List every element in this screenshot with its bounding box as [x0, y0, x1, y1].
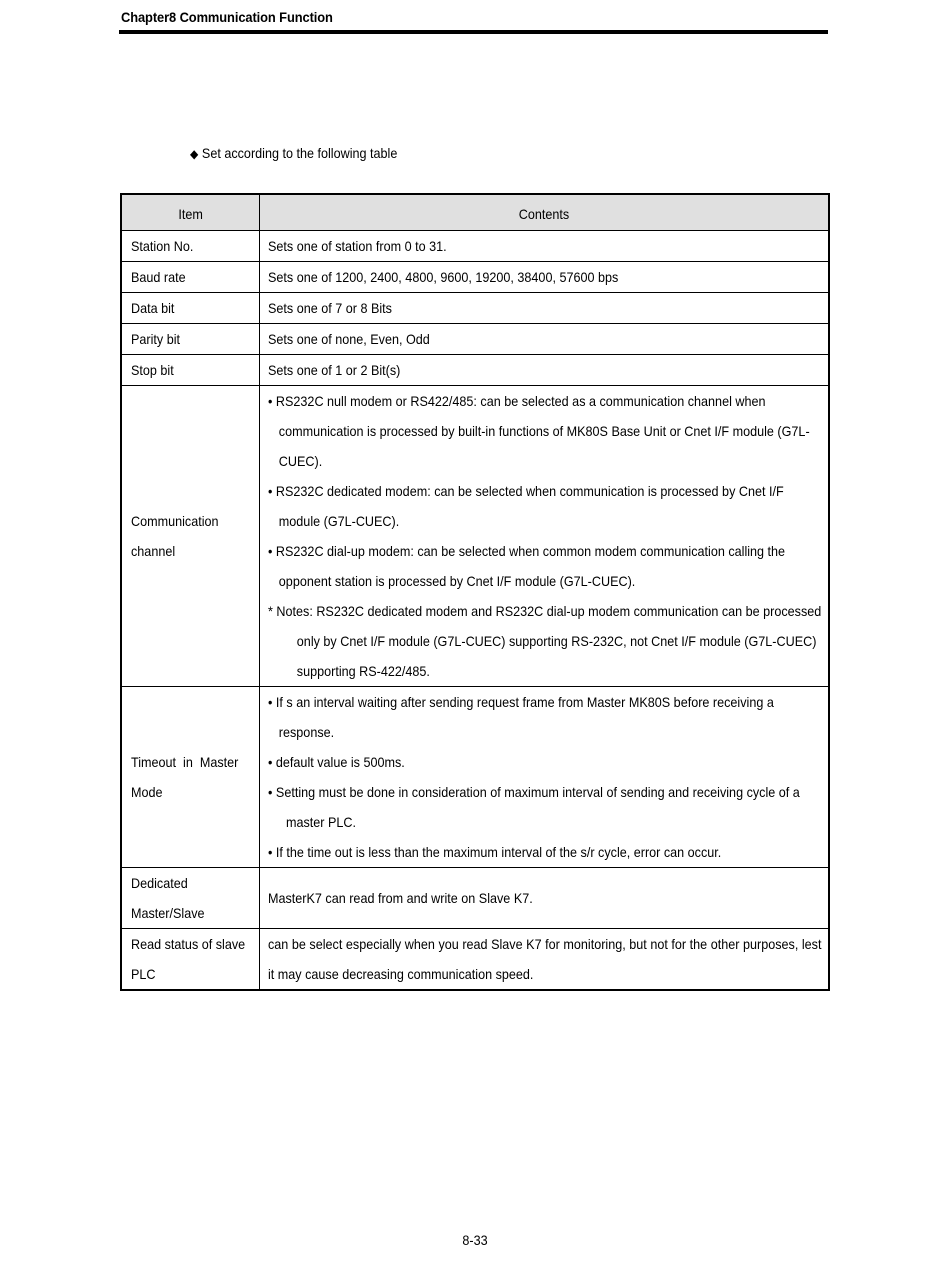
- row-item-cell: Dedicated Master/Slave: [121, 868, 259, 929]
- row-item-cell: Communication channel: [121, 386, 259, 687]
- table-row-timeout: [121, 687, 829, 868]
- column-header-contents: Contents: [259, 194, 829, 231]
- row-item-cell: Data bit: [121, 293, 259, 324]
- row-contents-cell: Sets one of station from 0 to 31.: [259, 231, 829, 262]
- row-contents-cell: Sets one of 7 or 8 Bits: [259, 293, 829, 324]
- row-item-cell: Station No.: [121, 231, 259, 262]
- table-row: [121, 231, 829, 262]
- row-item-cell: Baud rate: [121, 262, 259, 293]
- row-contents-cell: [259, 687, 829, 868]
- chapter-title: Chapter8 Communication Function: [121, 9, 333, 25]
- settings-table: [120, 193, 830, 991]
- row-item-cell: Read status of slave PLC: [121, 929, 259, 991]
- row-contents-cell: Sets one of 1200, 2400, 4800, 9600, 19200, 38400, 57600 bps: [259, 262, 829, 293]
- row-contents-cell: [259, 386, 829, 687]
- table-row: [121, 355, 829, 386]
- channel-note: * Notes: RS232C dedicated modem and RS232C dial-up modem communication can be processed only by Cnet I/F module (G7L-CUEC) supporting RS-232C, not Cnet I/F module (G7L-CUEC) supporting RS-422/485.: [267, 603, 821, 679]
- row-contents-cell: can be select especially when you read Slave K7 for monitoring, but not for the other purposes, lest it may cause decreasing communication speed.: [259, 929, 829, 991]
- row-contents-cell: Sets one of 1 or 2 Bit(s): [259, 355, 829, 386]
- channel-bullet: • RS232C dedicated modem: can be selected when communication is processed by Cnet I/F module (G7L-CUEC).: [267, 483, 784, 529]
- table-row: [121, 262, 829, 293]
- row-contents-cell: Sets one of none, Even, Odd: [259, 324, 829, 355]
- timeout-bullet: • default value is 500ms.: [267, 754, 405, 770]
- row-contents-cell: MasterK7 can read from and write on Slave K7.: [259, 868, 829, 929]
- row-item-cell: Timeout in Master Mode: [121, 687, 259, 868]
- channel-bullet: • RS232C null modem or RS422/485: can be selected as a communication channel when communication is processed by built-in functions of MK80S Base Unit or Cnet I/F module (G7L-CUEC).: [267, 393, 810, 469]
- timeout-bullet: • If the time out is less than the maximum interval of the s/r cycle, error can occur.: [267, 844, 721, 860]
- table-row-dedicated: [121, 868, 829, 929]
- channel-bullet: • RS232C dial-up modem: can be selected when common modem communication calling the opponent station is processed by Cnet I/F module (G7L-CUEC).: [267, 543, 785, 589]
- column-header-item: Item: [121, 194, 259, 231]
- timeout-bullet: • Setting must be done in consideration of maximum interval of sending and receiving cycle of a master PLC.: [267, 784, 800, 830]
- timeout-bullet: • If s an interval waiting after sending request frame from Master MK80S before receiving a response.: [267, 694, 774, 740]
- table-row: [121, 324, 829, 355]
- diamond-bullet-icon: ◆: [190, 147, 199, 161]
- row-item-cell: Parity bit: [121, 324, 259, 355]
- row-item-cell: Stop bit: [121, 355, 259, 386]
- intro-text: Set according to the following table: [201, 145, 398, 161]
- intro-line: [190, 145, 397, 161]
- table-header-row: [121, 194, 829, 231]
- table-row: [121, 293, 829, 324]
- header-divider: [119, 30, 828, 34]
- page-number: 8-33: [462, 1232, 488, 1248]
- table-row-read-status: [121, 929, 829, 991]
- table-row-communication-channel: [121, 386, 829, 687]
